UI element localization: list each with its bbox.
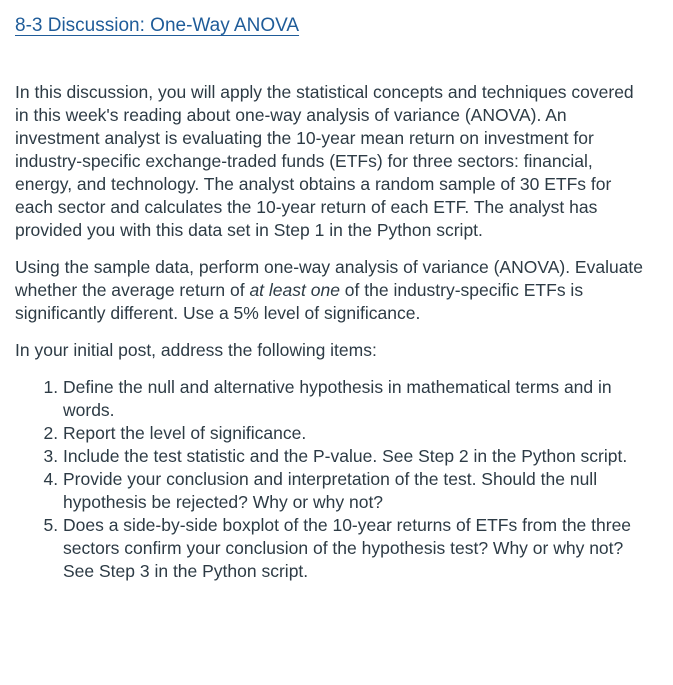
task-text-before: Using the sample data, perform one-way analysis of variance (ANOVA). Evaluate whether the average return of (15, 257, 644, 300)
intro-paragraph: In this discussion, you will apply the statistical concepts and techniques covered in this week's reading about one-way analysis of variance (ANOVA). An investment analyst is evaluating the 10-year mean return on investment for industry-specific exchange-traded funds (ETFs) for three sectors: financial, energy, and technology. The analyst obtains a random sample of 30 ETFs for each sector and calculates the 10-year return of each ETF. The analyst has provided you with this data set in Step 1 in the Python script. (15, 82, 634, 240)
list-item: 1. Define the null and alternative hypothesis in mathematical terms and in words. (63, 376, 645, 422)
task-text-after: of the industry-specific ETFs is significantly different. Use a 5% level of significance. (15, 280, 584, 323)
requirements-list (15, 376, 645, 583)
list-item: 5. Does a side-by-side boxplot of the 10-year returns of ETFs from the three sectors confirm your conclusion of the hypothesis test? Why or why not? See Step 3 in the Python script. (63, 514, 645, 583)
items-intro: In your initial post, address the following items: (15, 340, 377, 360)
task-paragraph (15, 256, 645, 325)
task-emphasis: at least one (249, 280, 340, 300)
page-title[interactable]: 8-3 Discussion: One-Way ANOVA (15, 15, 300, 36)
list-item: 3. Include the test statistic and the P-value. See Step 2 in the Python script. (63, 445, 645, 468)
list-item: 2. Report the level of significance. (63, 422, 645, 445)
list-item: 4. Provide your conclusion and interpretation of the test. Should the null hypothesis be rejected? Why or why not? (63, 468, 645, 514)
discussion-body (15, 81, 645, 583)
